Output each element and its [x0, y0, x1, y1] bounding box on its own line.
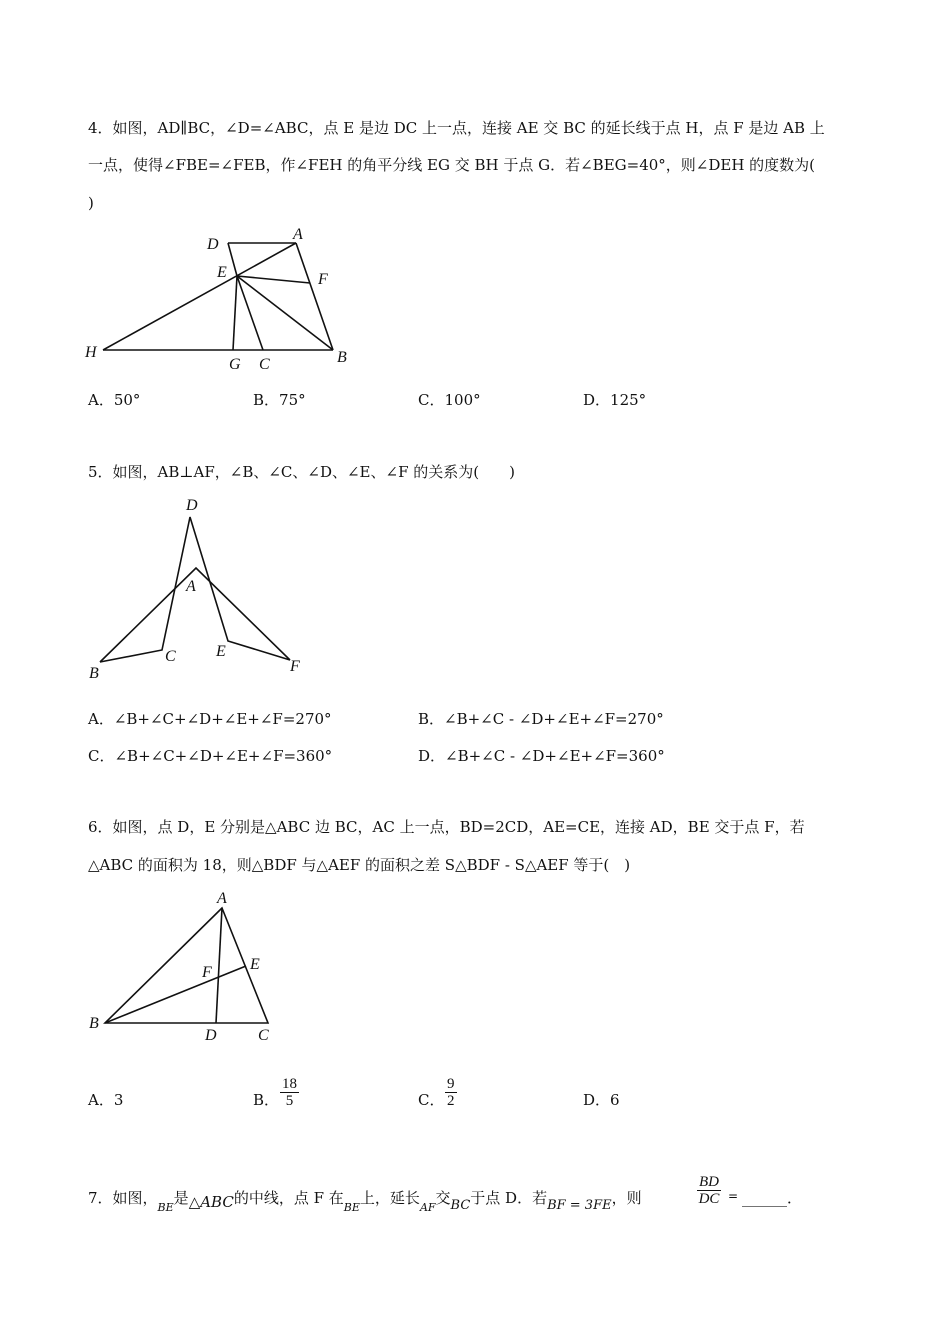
- q4-label-H: H: [85, 344, 97, 361]
- q5-label-D: D: [186, 497, 198, 514]
- q7-text-part: 于点 D．若: [470, 1189, 548, 1207]
- q6-option-b-label: B．: [253, 1091, 280, 1109]
- denominator: 5: [285, 1093, 294, 1109]
- q7-answer-blank[interactable]: ______．: [742, 1189, 803, 1207]
- q5-label-A: A: [186, 578, 196, 595]
- q5-label-C: C: [165, 648, 176, 665]
- q4-label-A: A: [293, 226, 303, 243]
- numerator: 18: [282, 1076, 297, 1092]
- q4-option-d: D．125°: [583, 391, 647, 409]
- q6-label-D: D: [205, 1027, 217, 1044]
- q4-figure: [84, 226, 347, 373]
- q5-label-E: E: [216, 643, 226, 660]
- denominator: DC: [698, 1191, 720, 1207]
- q7-text-part: 的中线，点 F 在: [233, 1189, 344, 1207]
- q7-af: AF: [419, 1201, 436, 1214]
- numerator: BD: [699, 1174, 719, 1190]
- q6-label-C: C: [258, 1027, 269, 1044]
- q5-option-d: D．∠B+∠C - ∠D+∠E+∠F=360°: [418, 747, 665, 765]
- q4-label-F: F: [318, 271, 328, 288]
- q6-text-line2: △ABC 的面积为 18，则△BDF 与△AEF 的面积之差 S△BDF - S△AEF 等于( ): [88, 856, 631, 874]
- q7-be-2: BE: [343, 1201, 360, 1214]
- q6-text-line1: 6．如图，点 D，E 分别是△ABC 边 BC，AC 上一点，BD=2CD，AE=CE，连接 AD，BE 交于点 F，若: [88, 818, 805, 836]
- q4-option-b: B．75°: [253, 391, 306, 409]
- q6-figure: [89, 890, 269, 1044]
- q4-label-B: B: [337, 349, 347, 366]
- q7-abc: △ABC: [188, 1193, 234, 1211]
- q5-figure: [89, 497, 300, 682]
- q7-condition: BF = 3FE: [547, 1198, 612, 1213]
- q5-option-c: C．∠B+∠C+∠D+∠E+∠F=360°: [88, 747, 333, 765]
- q4-option-c: C．100°: [418, 391, 481, 409]
- q7-text: [88, 1188, 642, 1214]
- q7-equals: =: [728, 1189, 739, 1203]
- q4-text-line3: ): [88, 194, 94, 212]
- q6-option-c-fraction: [445, 1076, 457, 1109]
- q4-label-D: D: [207, 236, 219, 253]
- q4-text-line1: 4．如图，AD∥BC，∠D=∠ABC，点 E 是边 DC 上一点，连接 AE 交 BC 的延长线于点 H，点 F 是边 AB 上: [88, 119, 825, 137]
- q6-label-E: E: [250, 956, 260, 973]
- q5-label-B: B: [89, 665, 99, 682]
- q7-text-part: 上，延长: [359, 1189, 420, 1207]
- q4-label-G: G: [229, 356, 241, 373]
- q7-text-part: ，则: [611, 1189, 642, 1207]
- q7-text-part: 交: [435, 1189, 451, 1207]
- q7-fraction: [697, 1174, 721, 1207]
- q4-label-E: E: [217, 264, 227, 281]
- numerator: 9: [447, 1076, 455, 1092]
- q5-option-b: B．∠B+∠C - ∠D+∠E+∠F=270°: [418, 710, 664, 728]
- q6-label-B: B: [89, 1015, 99, 1032]
- q6-option-d: D．6: [583, 1091, 620, 1109]
- q5-label-F: F: [290, 658, 300, 675]
- q7-be: BE: [157, 1201, 174, 1214]
- q5-text: 5．如图，AB⊥AF，∠B、∠C、∠D、∠E、∠F 的关系为( ): [88, 463, 515, 481]
- q6-label-A: A: [217, 890, 227, 907]
- denominator: 2: [447, 1093, 455, 1109]
- q7-bc: BC: [450, 1198, 471, 1213]
- q4-option-a: A．50°: [88, 391, 141, 409]
- q6-option-c-label: C．: [418, 1091, 445, 1109]
- q6-option-b-fraction: [280, 1076, 299, 1109]
- q4-text-line2: 一点，使得∠FBE=∠FEB，作∠FEH 的角平分线 EG 交 BH 于点 G．若∠BEG=40°，则∠DEH 的度数为(: [88, 156, 816, 174]
- q6-label-F: F: [202, 964, 212, 981]
- q7-text-part: 是: [173, 1189, 189, 1207]
- q7-prefix: 7．如图，: [88, 1189, 158, 1207]
- q5-option-a: A．∠B+∠C+∠D+∠E+∠F=270°: [88, 710, 332, 728]
- q6-option-a: A．3: [88, 1091, 124, 1109]
- q4-label-C: C: [259, 356, 270, 373]
